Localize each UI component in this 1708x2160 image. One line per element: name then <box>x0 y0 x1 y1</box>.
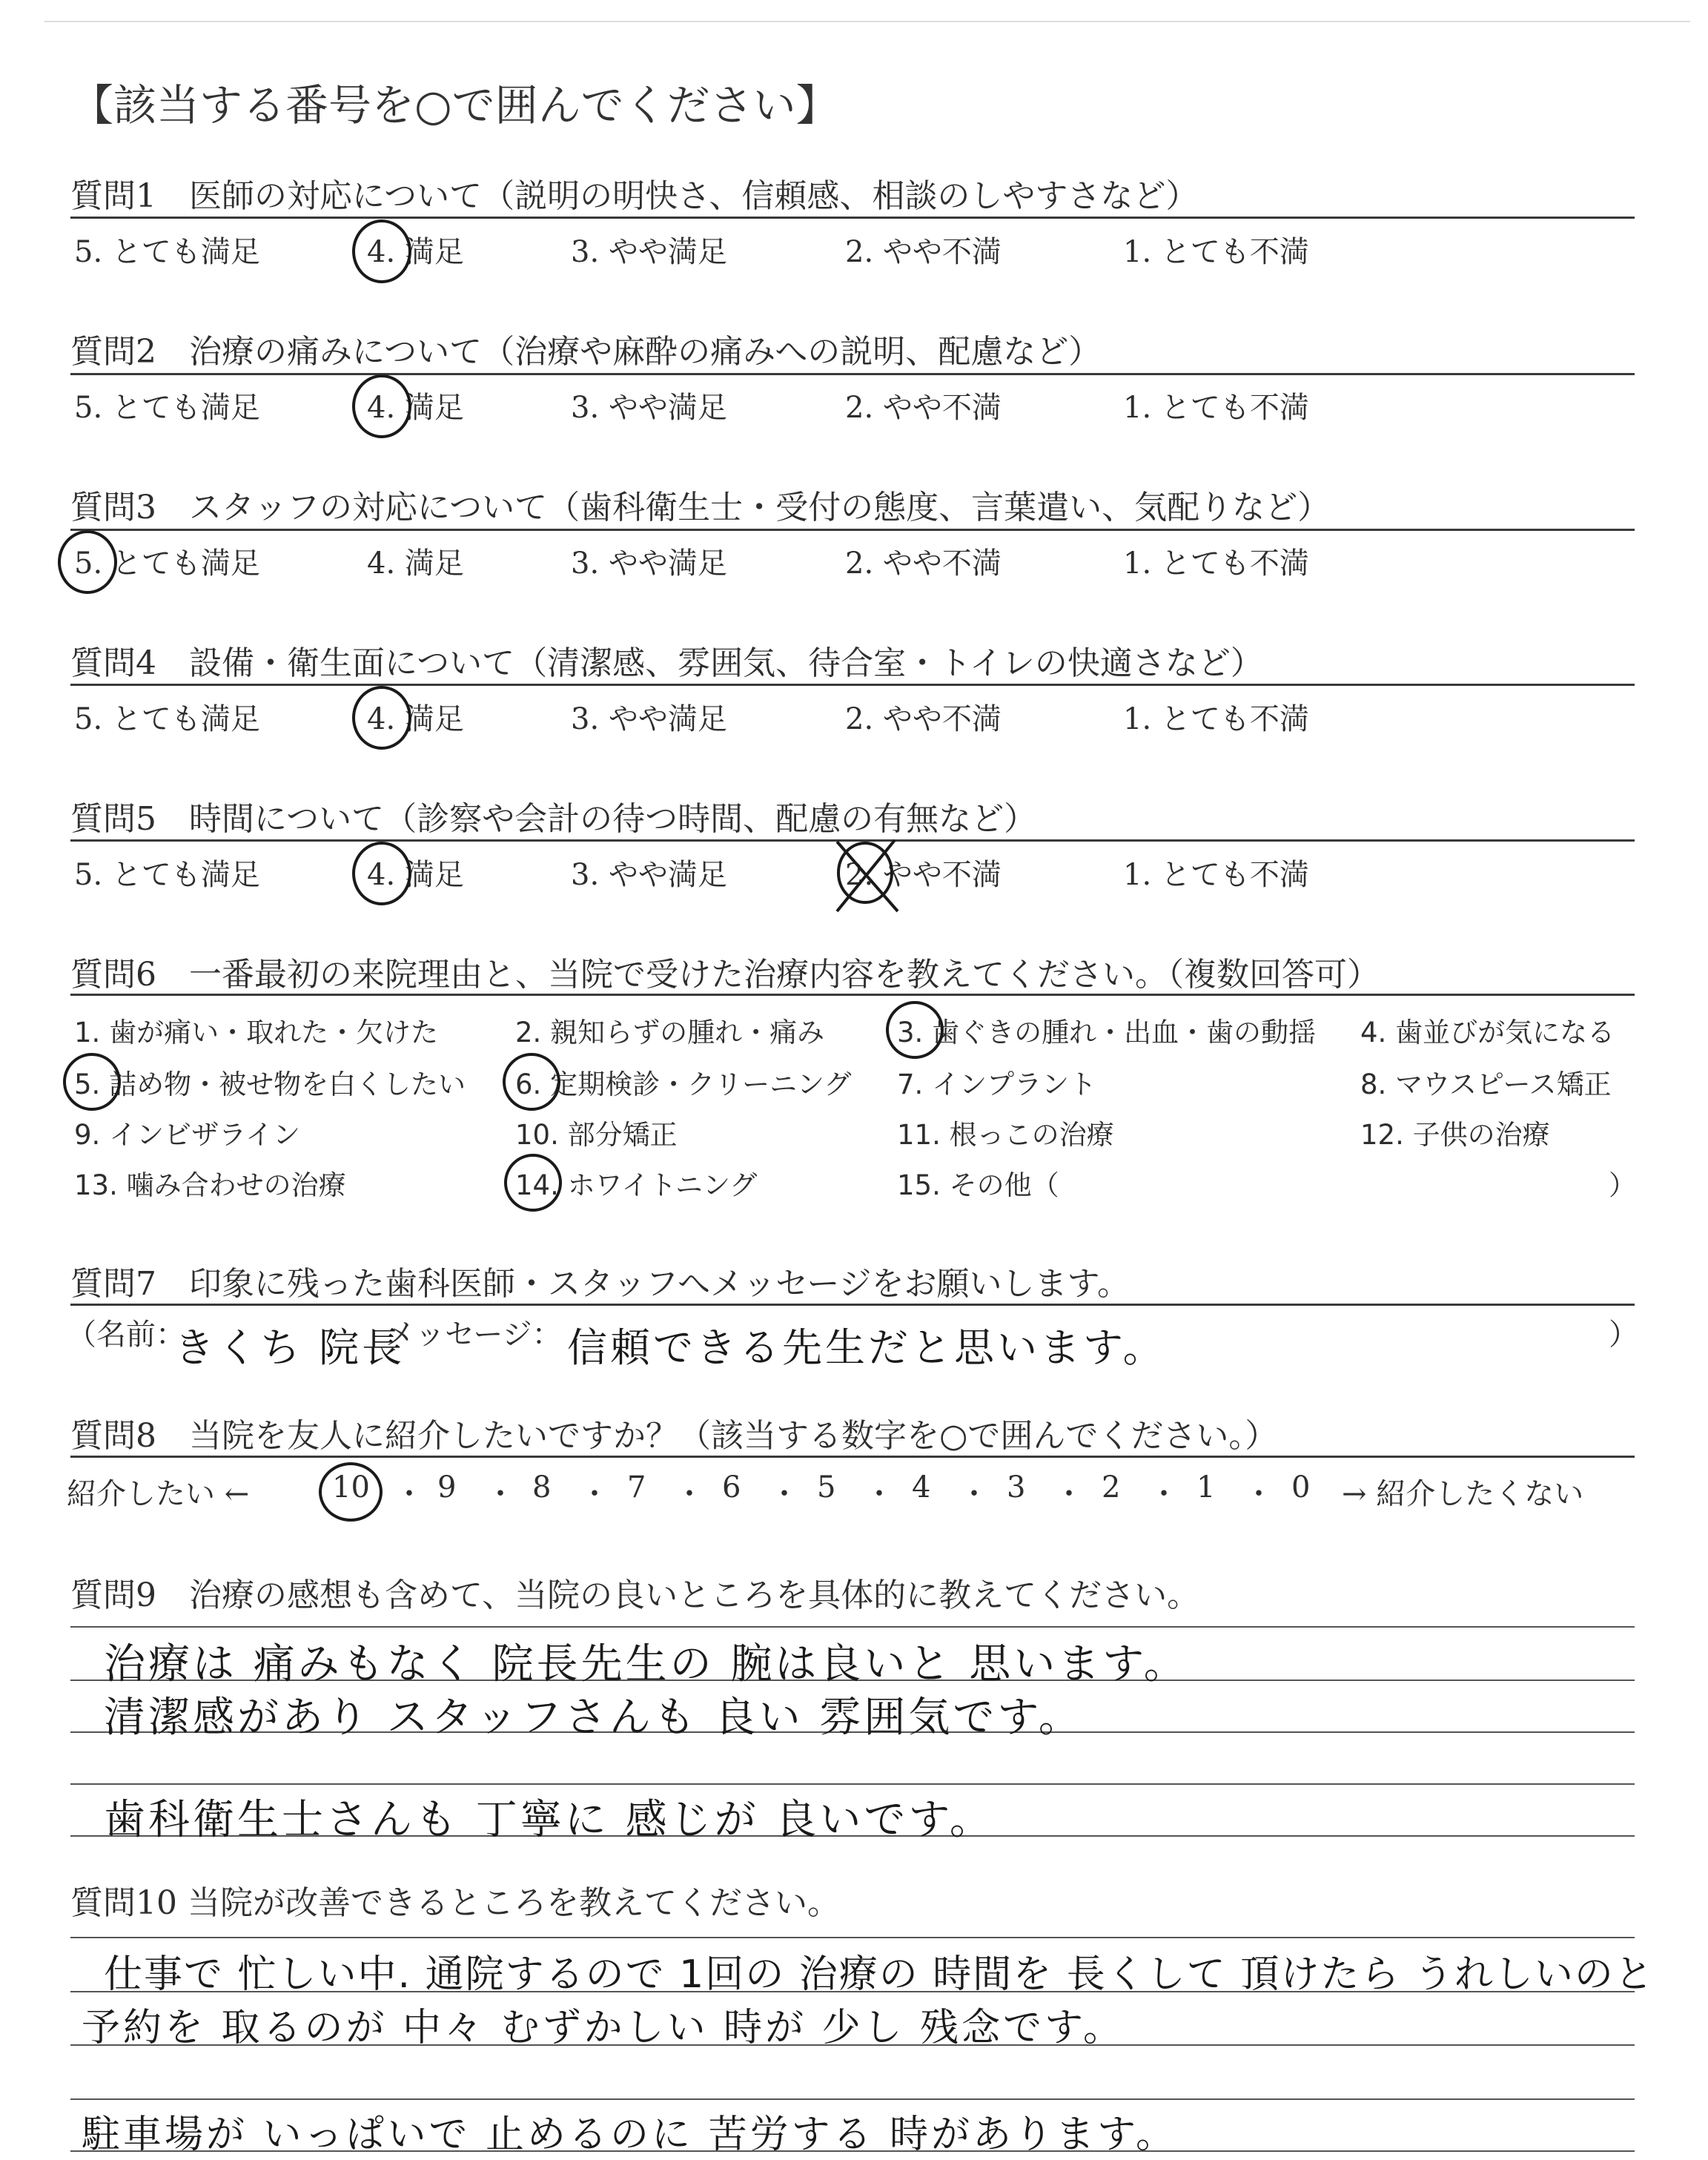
q8-scale-2[interactable]: 2 <box>1102 1470 1121 1505</box>
question-3-label: 質問3 スタッフの対応について（歯科衛生士・受付の態度、言葉遣い、気配りなど） <box>70 489 1331 526</box>
q2-option-4[interactable]: 4. 満足 <box>367 391 464 425</box>
page-title: 【該当する番号を○で囲んでください】 <box>70 80 839 131</box>
q3-option-1[interactable]: 1. とても不満 <box>1123 546 1309 581</box>
q8-scale-right-label: → 紹介したくない <box>1342 1477 1584 1511</box>
q8-scale-sep: ・ <box>394 1477 424 1511</box>
q10-answer-line-1[interactable]: 仕事で 忙しい中. 通院するので 1回の 治療の 時間を 長くして 頂けたら うれしいのと <box>104 1952 1655 1997</box>
q9-answer-line-2[interactable]: 清潔感があり スタッフさんも 良い 雰囲気です。 <box>104 1694 1083 1742</box>
q8-scale-sep: ・ <box>675 1477 704 1511</box>
q3-option-4[interactable]: 4. 満足 <box>367 546 464 581</box>
q4-option-3[interactable]: 3. やや満足 <box>571 702 727 736</box>
q6-option-13[interactable]: 13. 噛み合わせの治療 <box>74 1169 346 1201</box>
q5-crossed-out-mark <box>827 834 908 916</box>
q6-option-5-circle <box>63 1053 121 1111</box>
q4-option-2[interactable]: 2. やや不満 <box>845 702 1002 736</box>
q6-option-10[interactable]: 10. 部分矯正 <box>515 1119 678 1151</box>
question-8-label: 質問8 当院を友人に紹介したいですか？（該当する数字を○で囲んでください。） <box>70 1417 1278 1455</box>
q9-writing-line <box>70 1783 1635 1785</box>
q7-name-value[interactable]: きくち 院長 <box>174 1324 406 1371</box>
q6-option-2[interactable]: 2. 親知らずの腫れ・痛み <box>515 1017 825 1048</box>
question-10-label: 質問10 当院が改善できるところを教えてください。 <box>70 1884 840 1922</box>
question-7-label: 質問7 印象に残った歯科医師・スタッフへメッセージをお願いします。 <box>70 1265 1130 1303</box>
q8-scale-sep: ・ <box>580 1477 609 1511</box>
q5-option-1[interactable]: 1. とても不満 <box>1123 858 1309 892</box>
q8-scale-sep: ・ <box>1149 1477 1179 1511</box>
q7-message-label: メッセージ： <box>385 1318 562 1352</box>
q2-option-3[interactable]: 3. やや満足 <box>571 391 727 425</box>
q6-option-12[interactable]: 12. 子供の治療 <box>1360 1119 1550 1151</box>
question-3-rule <box>70 529 1635 531</box>
q5-option-5[interactable]: 5. とても満足 <box>74 858 260 892</box>
q10-answer-line-4[interactable]: 駐車場が いっぱいで 止めるのに 苦労する 時があります。 <box>82 2113 1177 2157</box>
q7-name-label: （名前： <box>67 1318 185 1352</box>
q8-scale-left-label: 紹介したい ← <box>67 1477 250 1511</box>
question-6-rule <box>70 994 1635 996</box>
q8-scale-7[interactable]: 7 <box>627 1470 646 1505</box>
q2-selection-circle <box>352 374 411 438</box>
q10-writing-line <box>70 2098 1635 2100</box>
q3-option-2[interactable]: 2. やや不満 <box>845 546 1002 581</box>
question-8-rule <box>70 1456 1635 1458</box>
q8-scale-10[interactable]: 10 <box>332 1470 370 1505</box>
q4-option-1[interactable]: 1. とても不満 <box>1123 702 1309 736</box>
question-7-rule <box>70 1304 1635 1306</box>
q6-option-15-close: ） <box>1609 1169 1636 1201</box>
q6-option-3[interactable]: 3. 歯ぐきの腫れ・出血・歯の動揺 <box>897 1017 1317 1048</box>
q9-answer-line-4[interactable]: 歯科衛生士さんも 丁寧に 感じが 良いです。 <box>104 1796 994 1844</box>
q8-scale-1[interactable]: 1 <box>1196 1470 1216 1505</box>
q7-message-value[interactable]: 信頼できる先生だと思います。 <box>567 1324 1166 1371</box>
q8-scale-8[interactable]: 8 <box>532 1470 552 1505</box>
q5-option-2[interactable]: 2. やや不満 <box>845 858 1002 892</box>
q8-scale-sep: ・ <box>959 1477 989 1511</box>
q8-scale-sep: ・ <box>1244 1477 1274 1511</box>
q8-scale-sep: ・ <box>486 1477 515 1511</box>
q5-selection-circle <box>352 842 411 905</box>
q8-scale-sep: ・ <box>864 1477 894 1511</box>
q6-option-11[interactable]: 11. 根っこの治療 <box>897 1119 1114 1151</box>
q10-writing-line <box>70 1937 1635 1938</box>
q6-option-6-circle <box>503 1053 560 1111</box>
question-2-label: 質問2 治療の痛みについて（治療や麻酔の痛みへの説明、配慮など） <box>70 333 1102 371</box>
q3-selection-circle <box>58 530 117 594</box>
q6-option-15[interactable]: 15. その他（ <box>897 1169 1059 1201</box>
q10-answer-line-2[interactable]: 予約を 取るのが 中々 むずかしい 時が 少し 残念です。 <box>82 2006 1125 2050</box>
q1-option-2[interactable]: 2. やや不満 <box>845 235 1002 269</box>
q6-option-4[interactable]: 4. 歯並びが気になる <box>1360 1017 1615 1048</box>
question-1-rule <box>70 217 1635 219</box>
q5-option-4[interactable]: 4. 満足 <box>367 858 464 892</box>
q9-answer-line-1[interactable]: 治療は 痛みもなく 院長先生の 腕は良いと 思います。 <box>104 1640 1188 1688</box>
q1-selection-circle <box>352 219 411 283</box>
q1-option-3[interactable]: 3. やや満足 <box>571 235 727 269</box>
q6-option-8[interactable]: 8. マウスピース矯正 <box>1360 1069 1612 1100</box>
q2-option-5[interactable]: 5. とても満足 <box>74 391 260 425</box>
q8-scale-sep: ・ <box>1054 1477 1084 1511</box>
q3-option-5[interactable]: 5. とても満足 <box>74 546 260 581</box>
q8-scale-3[interactable]: 3 <box>1007 1470 1026 1505</box>
q2-option-1[interactable]: 1. とても不満 <box>1123 391 1309 425</box>
q6-option-6[interactable]: 6. 定期検診・クリーニング <box>515 1069 852 1100</box>
q4-selection-circle <box>352 686 411 750</box>
q5-option-3[interactable]: 3. やや満足 <box>571 858 727 892</box>
q6-option-1[interactable]: 1. 歯が痛い・取れた・欠けた <box>74 1017 439 1048</box>
q6-option-14[interactable]: 14. ホワイトニング <box>515 1169 758 1201</box>
q1-option-1[interactable]: 1. とても不満 <box>1123 235 1309 269</box>
question-6-label: 質問6 一番最初の来院理由と、当院で受けた治療内容を教えてください。（複数回答可） <box>70 956 1380 994</box>
q7-close-paren: ） <box>1609 1318 1638 1352</box>
q9-writing-line <box>70 1626 1635 1628</box>
question-4-label: 質問4 設備・衛生面について（清潔感、雰囲気、待合室・トイレの快適さなど） <box>70 644 1263 682</box>
q8-scale-0[interactable]: 0 <box>1291 1470 1311 1505</box>
q6-option-5[interactable]: 5. 詰め物・被せ物を白くしたい <box>74 1069 466 1100</box>
q6-option-3-circle <box>886 1001 944 1059</box>
q8-scale-sep: ・ <box>769 1477 799 1511</box>
q8-selection-circle <box>319 1462 383 1522</box>
question-9-label: 質問9 治療の感想も含めて、当院の良いところを具体的に教えてください。 <box>70 1576 1200 1614</box>
q1-option-5[interactable]: 5. とても満足 <box>74 235 260 269</box>
q8-scale-9[interactable]: 9 <box>437 1470 457 1505</box>
q6-option-14-circle <box>504 1154 562 1212</box>
q8-scale-6[interactable]: 6 <box>722 1470 741 1505</box>
q8-scale-4[interactable]: 4 <box>912 1470 931 1505</box>
question-4-rule <box>70 684 1635 686</box>
q1-option-4[interactable]: 4. 満足 <box>367 235 464 269</box>
scan-edge <box>44 21 1690 22</box>
q4-option-4[interactable]: 4. 満足 <box>367 702 464 736</box>
q6-option-7[interactable]: 7. インプラント <box>897 1069 1097 1100</box>
q8-scale-5[interactable]: 5 <box>817 1470 836 1505</box>
question-2-rule <box>70 373 1635 375</box>
q3-option-3[interactable]: 3. やや満足 <box>571 546 727 581</box>
q2-option-2[interactable]: 2. やや不満 <box>845 391 1002 425</box>
question-1-label: 質問1 医師の対応について（説明の明快さ、信頼感、相談のしやすさなど） <box>70 177 1199 215</box>
q6-option-9[interactable]: 9. インビザライン <box>74 1119 300 1151</box>
q4-option-5[interactable]: 5. とても満足 <box>74 702 260 736</box>
question-5-label: 質問5 時間について（診察や会計の待つ時間、配慮の有無など） <box>70 800 1037 838</box>
